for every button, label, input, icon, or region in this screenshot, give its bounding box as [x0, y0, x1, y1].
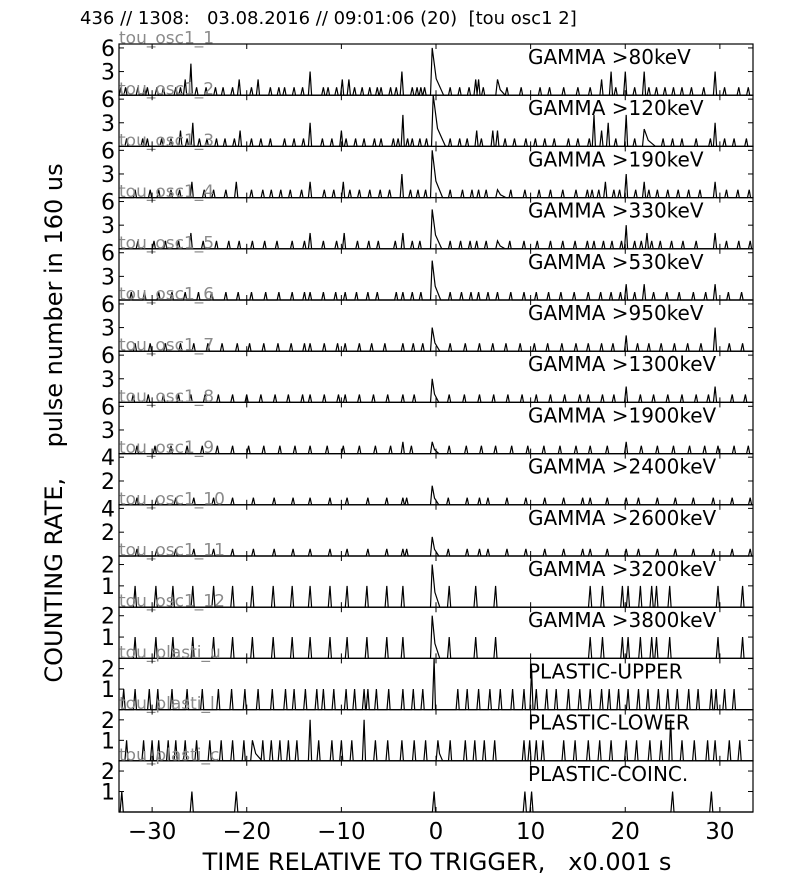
panel-title: GAMMA >3800keV [528, 608, 717, 633]
panel-title: GAMMA >80keV [528, 45, 691, 69]
y-tick-label: 3 [101, 367, 115, 393]
y-tick-label: 3 [101, 162, 115, 188]
y-tick-label: 2 [101, 553, 115, 579]
y-tick-label: 6 [101, 190, 115, 216]
channel-id-label: tou_plasti_u [119, 642, 221, 663]
y-tick-label: 1 [101, 780, 115, 806]
y-tick-label: 2 [101, 604, 115, 630]
y-tick-label: 4 [101, 446, 115, 472]
y-tick-label: 6 [101, 36, 115, 62]
panel-title: GAMMA >1900keV [528, 403, 717, 428]
y-tick-label: 3 [101, 316, 115, 342]
y-tick-label: 2 [101, 708, 115, 734]
channel-id-label: tou_osc1_7 [119, 335, 215, 356]
y-tick-label: 3 [101, 60, 115, 86]
x-tick-label: −10 [317, 819, 366, 845]
panel-title: GAMMA >1300keV [528, 352, 717, 377]
x-tick-label: −30 [127, 819, 177, 845]
y-tick-label: 1 [101, 678, 115, 704]
panel-title: GAMMA >950keV [528, 301, 704, 325]
channel-id-label: tou_osc1_12 [119, 591, 225, 612]
y-tick-label: 6 [101, 344, 115, 370]
y-tick-label: 2 [101, 657, 115, 683]
panel-title: GAMMA >2400keV [528, 454, 717, 479]
channel-id-label: tou_osc1_4 [119, 182, 215, 203]
y-tick-label: 3 [101, 418, 115, 444]
panel-title: GAMMA >3200keV [528, 557, 717, 581]
panel-title: PLASTIC-LOWER [528, 710, 690, 735]
x-tick-label: 20 [610, 819, 640, 845]
chart-header: 436 // 1308: 03.08.2016 // 09:01:06 (20) [tou osc1 2] [80, 8, 577, 29]
channel-id-label: tou_osc1_3 [119, 130, 215, 151]
x-tick-label: 30 [705, 819, 735, 845]
y-tick-label: 4 [101, 497, 115, 523]
panel-title: GAMMA >190keV [528, 147, 704, 172]
y-tick-label: 1 [101, 626, 115, 652]
x-tick-label: 0 [428, 819, 444, 845]
channel-id-label: tou_osc1_1 [119, 28, 215, 49]
channel-id-label: tou_osc1_11 [119, 540, 225, 561]
y-tick-label: 6 [101, 292, 115, 318]
x-tick-label: −20 [222, 819, 272, 845]
panel-title: GAMMA >530keV [528, 249, 704, 274]
y-tick-label: 6 [101, 241, 115, 267]
panel-title: GAMMA >330keV [528, 198, 704, 223]
channel-id-label: tou_osc1_8 [119, 386, 215, 407]
channel-id-label: tou_osc1_10 [119, 489, 225, 510]
channel-id-label: tou_osc1_2 [119, 79, 215, 100]
y-tick-label: 2 [101, 469, 115, 495]
y-tick-label: 6 [101, 88, 115, 114]
x-axis-label: TIME RELATIVE TO TRIGGER, x0.001 s [202, 848, 672, 876]
x-tick-label: 10 [515, 819, 546, 845]
panel-title: PLASTIC-UPPER [528, 659, 683, 684]
y-tick-label: 1 [101, 729, 115, 755]
channel-id-label: tou_osc1_9 [119, 438, 215, 459]
y-tick-label: 3 [101, 214, 115, 240]
y-tick-label: 1 [101, 574, 115, 600]
panel-title: PLASTIC-COINC. [528, 761, 689, 786]
panel-title: GAMMA >120keV [528, 96, 704, 121]
y-tick-label: 3 [101, 265, 115, 291]
channel-id-label: tou_plasti_l [119, 694, 215, 715]
channel-id-label: tou_osc1_6 [119, 284, 215, 305]
channel-id-label: tou_plasti_c [119, 745, 220, 766]
y-tick-label: 6 [101, 139, 115, 165]
y-tick-label: 2 [101, 760, 115, 786]
y-tick-label: 6 [101, 395, 115, 421]
panel-title: GAMMA >2600keV [528, 505, 717, 530]
channel-id-label: tou_osc1_5 [119, 233, 215, 254]
y-tick-label: 2 [101, 521, 115, 547]
y-axis-label: COUNTING RATE, pulse number in 160 us [40, 163, 68, 683]
y-tick-label: 3 [101, 111, 115, 137]
